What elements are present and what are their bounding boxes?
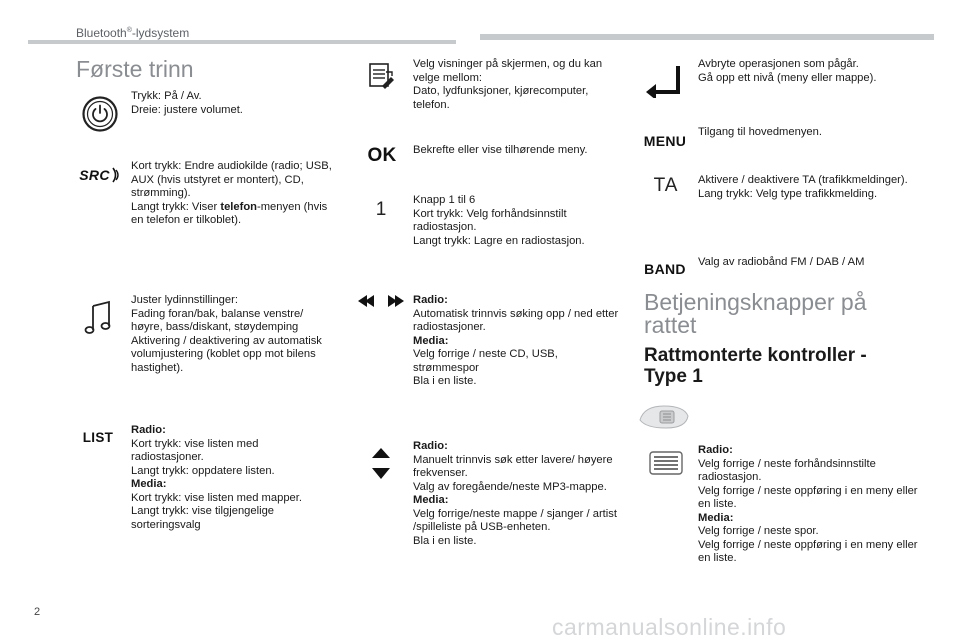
page-number: 2 [34,606,41,618]
watermark: carmanualsonline.info [552,614,787,640]
display-description: Velg visninger på skjermen, og du kan velge mellom: Dato, lydfunksjoner, kjørecomputer, telefon. [413,58,603,111]
band-description: Valg av radiobånd FM / DAB / AM [698,256,865,268]
ta-description: Aktivere / deaktivere TA (trafikkmeldinger). Lang trykk: Velg type trafikkmelding. [698,174,908,200]
page-header [0,0,960,44]
preset-number-icon: 1 [375,199,387,220]
back-arrow-icon [644,62,684,98]
ok-icon: OK [367,145,397,166]
menu-icon: MENU [643,133,687,149]
steering-wheel-control-icon [636,402,692,432]
header-rule-left [28,40,456,44]
back-description: Avbryte operasjonen som pågår. Gå opp ett nivå (meny eller mappe). [698,58,877,84]
steering-control-icon [646,450,686,476]
src-icon: SRC [76,164,124,186]
power-button-icon [82,96,118,132]
power-description: Trykk: På / Av. Dreie: justere volumet. [131,90,243,116]
steering-description: Radio: Velg forrige / neste forhåndsinnstilte radiostasjon. Velg forrige / neste oppføring i en meny eller en liste. Media: Velg forrige / neste spor. Velg forrige / neste oppføring i en meny eller en liste. [698,444,918,564]
src-description: Kort trykk: Endre audiokilde (radio; USB, AUX (hvis utstyret er montert), CD, strømming). Langt trykk: Viser telefon-menyen (hvis en telefon er tilkoblet). [131,160,332,226]
subsection-title-type1: Rattmonterte kontroller - Type 1 [644,345,867,387]
seek-description: Radio: Automatisk trinnvis søking opp / ned etter radiostasjoner. Media: Velg forrige / neste CD, USB, strømmespor Bla i en liste. [413,294,619,387]
header-title: Bluetooth®-lydsystem [76,26,190,40]
music-note-icon [84,298,114,336]
section-title: Første trinn [76,56,194,82]
ta-icon: TA [653,175,679,196]
sound-settings-description: Juster lydinnstillinger: Fading foran/bak, balanse venstre/ høyre, bass/diskant, støydemping Aktivering / deaktivering av automatisk volumjustering (koblet opp mot bilens hastighet). [131,294,322,374]
display-mode-icon [368,62,396,92]
seek-arrows-icon [358,290,404,312]
updown-description: Radio: Manuelt trinnvis søk etter lavere/ høyere frekvenser. Valg av foregående/neste MP3-mappe. Media: Velg forrige/neste mappe / sjanger / artist /spilleliste på USB-enheten. Bla i en liste. [413,440,617,547]
section-title-steering: Betjeningsknapper på rattet [644,289,867,338]
band-icon: BAND [644,261,686,277]
header-rule-right [480,34,934,40]
presets-description: Knapp 1 til 6 Kort trykk: Velg forhåndsinnstilt radiostasjon. Langt trykk: Lagre en radiostasjon. [413,194,585,247]
up-down-arrows-icon [370,446,392,482]
menu-description: Tilgang til hovedmenyen. [698,126,822,138]
list-icon: LIST [82,429,114,445]
list-description: Radio: Kort trykk: vise listen med radiostasjoner. Langt trykk: oppdatere listen. Media: Kort trykk: vise listen med mapper. Langt trykk: vise tilgjengelige sorteringsvalg [131,424,302,531]
ok-description: Bekrefte eller vise tilhørende meny. [413,144,588,156]
